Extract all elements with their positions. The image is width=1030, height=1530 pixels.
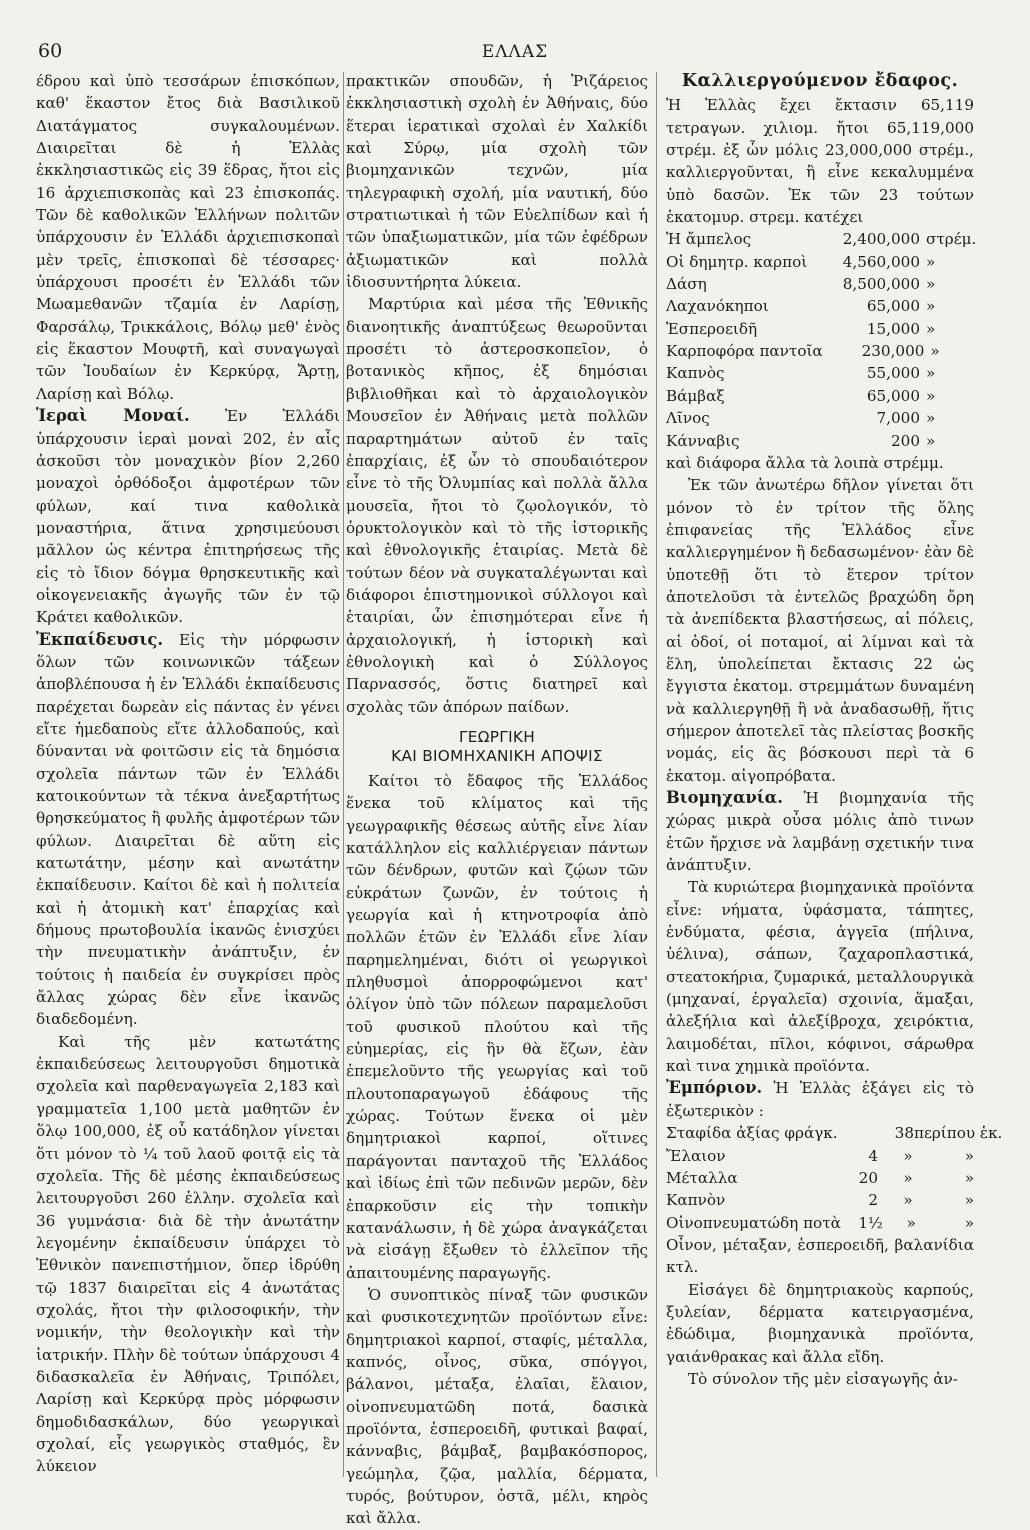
table-cell-name: Ἑσπεροειδῆ — [666, 319, 758, 338]
paragraph: Τὰ κυριώτερα βιομηχανικὰ προϊόντα εἶνε: νήματα, ὑφάσματα, τάπητες, ἐνδύματα, φέσια, ἀγγεῖα (πήλινα, ὑέλινα), σάπων, ζαχαροπλαστικά, στεατοκήρια, ζυμαρικά, μεταλλουργικὰ (μηχαναί, ἐργαλεῖα) σχοινία, ἅμαξαι, ἀλεξήλια καὶ ἀλεξίβροχα, χειρόκτια, λαιμοδέται, πῖλοι, κόφινοι, σάρωθρα καὶ τινα χημικὰ προϊόντα. — [666, 878, 974, 1076]
table-cell-name: Ἔλαιον — [666, 1146, 726, 1165]
paragraph: καὶ διάφορα ἄλλα τὰ λοιπὰ στρέμμ. — [666, 453, 944, 472]
table-cell-value: 1½ — [858, 1213, 883, 1232]
table-cell-unit: » — [903, 1191, 913, 1210]
table-cell-unit: » — [926, 364, 936, 383]
table-cell-name: Κάνναβις — [666, 431, 740, 450]
page-number: 60 — [38, 40, 63, 62]
table-cell-value: 15,000 — [866, 319, 920, 338]
table-row — [666, 251, 974, 273]
section-heading: Ἱεραὶ Μοναί. — [36, 406, 190, 426]
table-cell-unit: περίπου ἑκ. — [914, 1124, 1003, 1143]
column-divider — [343, 72, 344, 1477]
section-heading: Ἐμπόριον. — [666, 1078, 763, 1098]
running-title: ΕΛΛΑΣ — [481, 42, 549, 62]
paragraph: πρακτικῶν σπουδῶν, ἡ Ῥιζάρειος ἐκκλησιαστικὴ σχολὴ ἐν Ἀθήναις, δύο ἕτεραι ἱερατικαὶ σχολαὶ ἐν Χαλκίδι καὶ Σύρῳ, μία σχολὴ τῶν βιομηχανικῶν τεχνῶν, μία τηλεγραφικὴ σχολή, μία ναυτική, δύο στρατιωτικαὶ ἡ τῶν Εὐελπίδων καὶ ἡ τῶν ὑπαξιωματικῶν, μία τῶν ἐφέδρων ἀξιωματικῶν καὶ πολλὰ ἰδιοσυντήρητα λύκεια. — [346, 72, 648, 292]
table-cell-value: 2,400,000 — [842, 230, 920, 249]
table-row — [666, 340, 974, 362]
paragraph-text: Ἡ βιομηχανία τῆς χώρας μικρὰ οὖσα μόλις ἀπὸ τινων ἐτῶν ἤρχισε νὰ λαμβάνῃ σχετικήν τινα ἀνάπτυξιν. — [666, 789, 974, 875]
table-row — [666, 1122, 1003, 1144]
table-cell-name: Δάση — [666, 275, 707, 294]
table-cell-name: Λῖνος — [666, 409, 710, 428]
table-cell-name: Οἱ δημητρ. καρποὶ — [666, 252, 808, 271]
table-row — [666, 362, 974, 384]
paragraph-text: Ἡ Ἑλλὰς ἐξάγει εἰς τὸ ἐξωτερικὸν : — [666, 1079, 974, 1120]
table-row — [666, 385, 974, 407]
table-cell-name: Καπνὸς — [666, 364, 725, 383]
table-cell-name: Οἰνοπνευματώδη ποτὰ — [666, 1213, 841, 1232]
paragraph-text: Εἰς τὴν μόρφωσιν ὅλων τῶν κοινωνικῶν τάξεων ἀποβλέπουσα ἡ ἐν Ἑλλάδι ἐκπαίδευσις παρέχεται δωρεὰν εἰς πάντας ἐν γένει εἴτε ἡμεδαποὺς εἴτε ἀλλοδαπούς, καὶ δύνανται νὰ φοιτῶσιν εἰς τὰ δημόσια σχολεῖα πάντων τῶν ἐν Ἑλλάδι κατοικούντων τὰ τέκνα ἀνεξαρτήτως θρησκεύματος ἢ φυλῆς ἀμφοτέρων τῶν φύλων. Διαιρεῖται δὲ αὕτη εἰς κατωτάτην, μέσην καὶ ανωτάτην ἐκπαίδευσιν. Καίτοι δὲ καὶ ἡ πολιτεία καὶ ἡ ἀτομικὴ κατ' ἐπαρχίας καὶ δήμους πρωτοβουλία ἱκανῶς ἐνισχύει τὴν πνευματικὴν ἀνάπτυξιν, ἐν τούτοις ἡ παιδεία ἐν συγκρίσει πρὸς ἄλλας χώρας δὲν εἶνε ἱκανῶς διαδεδομένη. — [36, 630, 340, 1029]
table-cell-unit: » — [926, 297, 936, 316]
paragraph-text: Ἐν Ἑλλάδι ὑπάρχουσιν ἱεραὶ μοναὶ 202, ἐν αἷς ἀσκοῦσι τὸν μοναχικὸν βίον 2,260 μοναχοὶ ὀρθόδοξοι ἀμφοτέρων τῶν φύλων, καί τινα καθολικὰ μοναστήρια, ἅτινα χρησιμεύουσι μᾶλλον ὡς κέντρα ἐπιτηρήσεως τῆς εἰς τὸ ἴδιον δόγμα θρησκευτικῆς καὶ οἰκογενειακῆς ἀγωγῆς τῶν ἐν τῷ Κράτει καθολικῶν. — [36, 407, 340, 627]
table-cell-value: 4 — [868, 1146, 878, 1165]
table-cell-value: 65,000 — [866, 386, 920, 405]
table-cell-unit: » — [926, 386, 936, 405]
paragraph — [666, 787, 974, 876]
paragraph: Τὸ σύνολον τῆς μὲν εἰσαγωγῆς ἀν- — [688, 1369, 958, 1388]
table-cell-value: 8,500,000 — [842, 275, 920, 294]
paragraph: Ἡ Ἑλλὰς ἔχει ἔκτασιν 65,119 τετραγων. χιλιομ. ἤτοι 65,119,000 στρέμ. ἐξ ὧν μόλις 23,000,000 στρέμ., καλλιεργοῦνται, ἢ εἶνε κεκαλυμμένα ὑπὸ δασῶν. Ἐκ τῶν 23 τούτων ἑκατομυρ. στρεμ. κατέχει — [666, 96, 974, 227]
paragraph: Καίτοι τὸ ἔδαφος τῆς Ἑλλάδος ἕνεκα τοῦ κλίματος καὶ τῆς γεωγραφικῆς θέσεως αὐτῆς εἶνε λίαν κατάλληλον εἰς καλλιέργειαν πάντων τῶν δένδρων, φυτῶν καὶ ζῴων τῶν εὐκράτων ζωνῶν, ἐν τούτοις ἡ γεωργία καὶ ἡ κτηνοτροφία ἀπὸ πολλῶν ἐτῶν ἐν Ἑλλάδι εἶνε λίαν παρημελημέναι, διότι οἱ γεωργικοὶ πληθυσμοὶ ἀπορροφώμενοι κατ' ὀλίγον ὑπὸ τῶν πόλεων παραμελοῦσι τοῦ φυσικοῦ πλούτου καὶ τῆς εὐημερίας, εἰς ἣν θὰ ἔζων, ἐὰν ἐπεμελοῦντο τῆς γεωργίας καὶ τοῦ πλουτοπαραγωγοῦ ἐδάφους τῆς χώρας. Τούτων ἕνεκα οἱ μὲν δημητριακοὶ καρποί, οἵτινες παράγονται πανταχοῦ τῆς Ἑλλάδος καὶ ἰδίως ἐπὶ τῶν πεδινῶν μερῶν, δὲν ἐπαρκοῦσιν εἰς τὴν τοπικὴν κατανάλωσιν, ἡ δὲ χώρα ἀναγκάζεται νὰ εἰσάγῃ ἔξωθεν τὸ ἐλλεῖπον τῆς ἀπαιτουμένης παραγωγῆς. — [346, 771, 648, 1282]
table-row — [666, 1167, 974, 1189]
paragraph: Μαρτύρια καὶ μέσα τῆς Ἐθνικῆς διανοητικῆς ἀναπτύξεως θεωροῦνται προσέτι τὸ ἀστεροσκοπεῖον, ὁ βοτανικὸς κῆπος, ἐξ δημόσιαι βιβλιοθῆκαι καὶ τὸ ἀρχαιολογικὸν Μουσεῖον ἐν Ἀθήναις μετὰ πολλῶν παραρτημάτων αὐτοῦ ἐν ταῖς ἐπαρχίαις, ἐξ ὧν τὸ σπουδαιότερον εἶνε τὸ τῆς Ὀλυμπίας καὶ πολλὰ ἄλλα μουσεῖα, ἤτοι τὸ ζῳολογικόν, τὸ ὀρυκτολογικὸν καὶ τὸ τῆς ἱστορικῆς καὶ ἐθνολογικῆς ἑταιρίας. Μετὰ δὲ τούτων δέον νὰ συγκαταλέγωνται καὶ διάφοροι ἐπιστημονικοὶ σύλλογοι καὶ ἑταιρίαι, ὧν ἐπισημότεραι εἶνε ἡ ἀρχαιολογική, ἡ ἱστορικὴ καὶ ἐθνολογικὴ καὶ ὁ Σύλλογος Παρνασσός, ὅστις διατηρεῖ καὶ σχολὰς τῶν ἀπόρων παίδων. — [346, 295, 648, 716]
column-left — [36, 70, 340, 1490]
table-cell-unit2: » — [964, 1191, 974, 1210]
table-cell-unit2: » — [964, 1146, 974, 1165]
table-cell-value: 230,000 — [861, 342, 925, 361]
export-table — [666, 1122, 1003, 1234]
table-cell-value: 4,560,000 — [842, 252, 920, 271]
table-row — [666, 407, 974, 429]
table-row — [666, 273, 974, 295]
table-cell-value: 38 — [894, 1124, 914, 1143]
table-cell-name: Βάμβαξ — [666, 386, 725, 405]
paragraph: έδρου καὶ ὑπὸ τεσσάρων ἐπισκόπων, καθ' ἕκαστον ἔτος διὰ Βασιλικοῦ Διατάγματος συγκαλουμένων. Διαιρεῖται δὲ ἡ Ἑλλὰς ἐκκλησιαστικῶς εἰς 39 ἕδρας, ἤτοι εἰς 16 ἀρχιεπισκοπὰς καὶ 23 ἐπισκοπάς. Τῶν δὲ καθολικῶν Ἑλλήνων πολιτῶν ὑπάρχουσιν ἐν Ἑλλάδι ἀρχιεπισκοπαὶ μὲν τρεῖς, ἐπισκοπαὶ δὲ τέσσαρες· ὑπάρχουσι προσέτι ἐν Ἑλλάδι τῶν Μωαμεθανῶν τζαμία ἐν Λαρίσῃ, Φαρσάλῳ, Τρικκάλοις, Βόλῳ μεθ' ἑνὸς εἰς ἕκαστον Μουφτῆ, καὶ συναγωγαὶ τῶν Ἰουδαίων ἐν Κερκύρᾳ, Ἄρτῃ, Λαρίσῃ καὶ Βόλῳ. — [36, 72, 340, 403]
section-heading: Βιομηχανία. — [666, 788, 783, 807]
table-cell-unit2: » — [964, 1168, 974, 1187]
table-cell-name: Καπνὸν — [666, 1191, 726, 1210]
table-row — [666, 228, 977, 250]
column-divider — [656, 72, 657, 1477]
paragraph — [666, 1077, 974, 1122]
table-cell-unit: » — [903, 1146, 913, 1165]
paragraph: Ἐκ τῶν ἀνωτέρω δῆλον γίνεται ὅτι μόνον τὸ ἐν τρίτον τῆς ὅλης ἐπιφανείας τῆς Ἑλλάδος εἶνε καλλιεργημένον ἢ δεδασωμένον· ἐὰν δὲ ὑποτεθῇ ὅτι τὸ ἕτερον τρίτον ἀποτελοῦσι τὰ ἐντελῶς βραχώδη ὄρη τὰ ἀνεπίδεκτα βλαστήσεως, αἱ πόλεις, αἱ ὁδοί, οἱ ποταμοί, αἱ λίμναι καὶ τὰ ἕλη, ὑπολείπεται ἔκτασις 22 ὡς ἔγγιστα ἑκατομ. στρεμμάτων δυναμένη νὰ καλλιεργηθῇ ἢ νὰ ἀναδασωθῇ, ἥτις σήμερον ἀποτελεῖ τὰς πλείστας βοσκῆς νομάς, εἰς ἃς βόσκουσι περὶ τὰ 6 ἑκατομ. αἰγοπρόβατα. — [666, 476, 974, 785]
section-heading: Καλλιεργούμενον ἔδαφος. — [681, 71, 959, 91]
table-row — [666, 1189, 974, 1211]
section-title-line: ΓΕΩΡΓΙΚΗ — [458, 727, 536, 746]
table-cell-value: 65,000 — [866, 297, 920, 316]
section-title — [346, 728, 648, 766]
table-cell-value: 200 — [891, 431, 920, 450]
table-cell-name: Σταφίδα ἀξίας φράγκ. — [666, 1124, 838, 1143]
table-cell-name: Ἡ ἄμπελος — [666, 230, 752, 249]
paragraph — [36, 629, 340, 1031]
column-middle — [346, 70, 648, 1528]
paragraph: Ὁ συνοπτικὸς πίναξ τῶν φυσικῶν καὶ φυσικοτεχνητῶν προϊόντων εἶνε: δημητριακοὶ καρποί, σταφίς, μέταλλα, καπνός, οἶνος, σῦκα, σπόγγοι, βάλανοι, μέταξα, ἐλαῖαι, ἔλαιον, οἰνοπνευματῶδη ποτά, δασικὰ προϊόντα, ἑσπεροειδῆ, φυτικαὶ βαφαί, κάνναβις, βάμβαξ, βαμβακόσπορος, γεώμηλα, ζῷα, μαλλία, δέρματα, τυρός, βούτυρον, ὀστᾶ, μέλι, κηρὸς καὶ ἄλλα. — [346, 1285, 648, 1528]
table-cell-unit: » — [926, 252, 936, 271]
table-row — [666, 295, 974, 317]
table-cell-unit: » — [903, 1168, 913, 1187]
paragraph: Εἰσάγει δὲ δημητριακοὺς καρπούς, ξυλείαν, δέρματα κατειργασμένα, ἐδώδιμα, βιομηχανικὰ προϊόντα, γαιάνθρακας καὶ ἄλλα εἴδη. — [666, 1280, 974, 1366]
paragraph: Καὶ τῆς μὲν κατωτάτης ἐκπαιδεύσεως λειτουργοῦσι δημοτικὰ σχολεῖα καὶ παρθεναγωγεῖα 2,183 καὶ γραμματεῖα 1,100 μετὰ μαθητῶν ἐν ὅλῳ 100,000, ἐξ οὗ κατάδηλον γίνεται ὅτι μόνον τὸ ¼ τοῦ λαοῦ φοιτᾷ εἰς τὰ σχολεῖα. Τῆς δὲ μέσης ἐκπαιδεύσεως λειτουργοῦσι 260 ἑλλην. σχολεῖα καὶ 36 γυμνάσια· διὰ δὲ τὴν ἀνωτάτην λεγομένην ἐκπαίδευσιν ὑπάρχει τὸ Ἐθνικὸν πανεπιστήμιον, ὅπερ ἱδρύθη τῷ 1837 διαιρεῖται εἰς 4 ἀνωτάτας σχολάς, ἤτοι τὴν φιλοσοφικήν, τὴν νομικήν, τὴν θεολογικὴν καὶ τὴν ἰατρικήν. Πλὴν δὲ τούτων ὑπάρχουσι 4 διδασκαλεῖα ἐν Ἀθήναις, Τριπόλει, Λαρίσῃ καὶ Κερκύρᾳ πρὸς μόρφωσιν δημοδιδασκάλων, δύο γεωργικαὶ σχολαί, εἷς γεωργικὸς σταθμός, ἓν λύκειον — [36, 1032, 340, 1476]
table-cell-unit: » — [926, 409, 936, 428]
table-cell-name: Καρποφόρα παντοῖα — [666, 342, 823, 361]
paragraph: Οἶνον, μέταξαν, ἑσπεροειδῆ, βαλανίδια κτλ. — [666, 1235, 974, 1277]
table-cell-unit: στρέμ. — [926, 230, 977, 249]
table-cell-value: 20 — [858, 1168, 878, 1187]
table-cell-unit: » — [926, 275, 936, 294]
column-right — [666, 70, 1003, 1490]
table-cell-value: 2 — [868, 1191, 878, 1210]
paragraph — [36, 405, 340, 628]
table-cell-unit: » — [926, 319, 936, 338]
table-cell-unit: » — [906, 1213, 916, 1232]
table-row — [666, 318, 974, 340]
table-cell-unit: » — [930, 342, 940, 361]
table-row — [666, 1212, 974, 1234]
crop-table — [666, 228, 977, 451]
section-title-line: ΚΑΙ ΒΙΟΜΗΧΑΝΙΚΗ ΑΠΟΨΙΣ — [391, 746, 603, 765]
table-cell-value: 55,000 — [866, 364, 920, 383]
table-cell-unit2: » — [964, 1213, 974, 1232]
table-row — [666, 1145, 974, 1167]
table-row — [666, 430, 974, 452]
table-cell-name: Λαχανόκηποι — [666, 297, 769, 316]
running-header — [38, 40, 992, 70]
section-heading: Ἐκπαίδευσις. — [36, 629, 163, 649]
table-cell-value: 7,000 — [876, 409, 920, 428]
table-cell-name: Μέταλλα — [666, 1168, 738, 1187]
table-cell-unit: » — [926, 431, 936, 450]
